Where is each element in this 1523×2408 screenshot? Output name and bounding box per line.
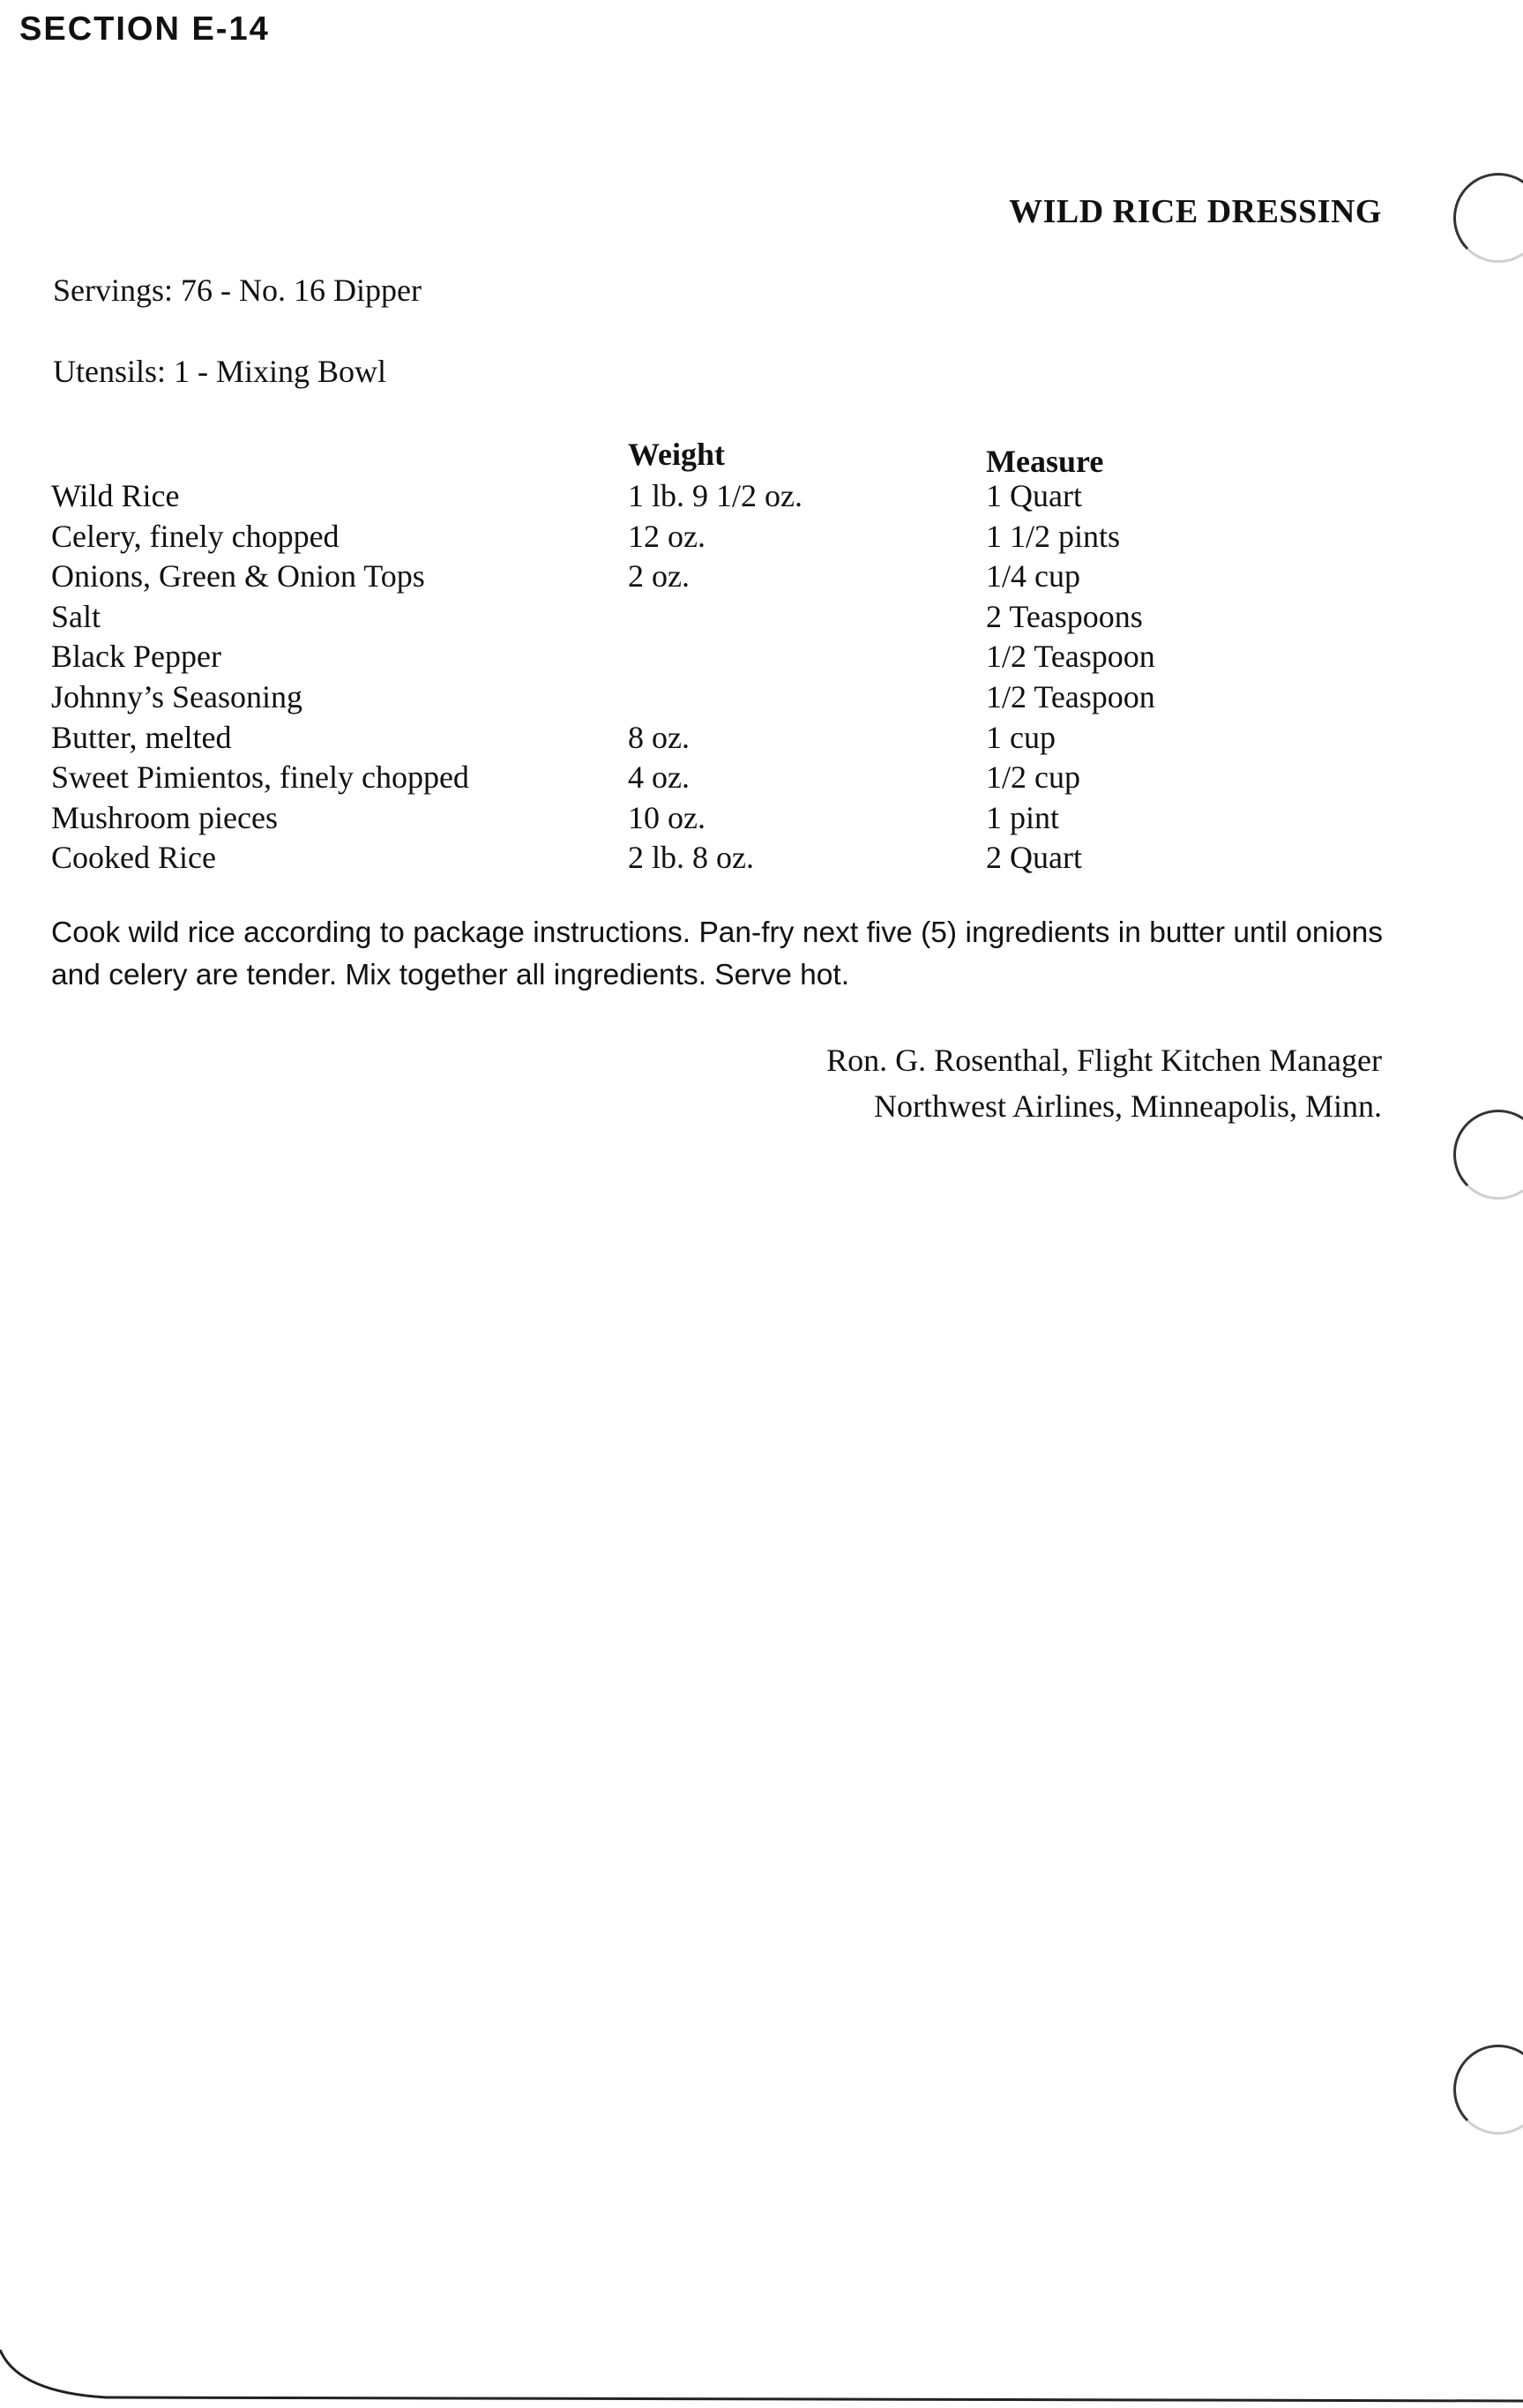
- ingredient-measure: 2 Quart: [986, 840, 1082, 876]
- ingredient-measure: 1 1/2 pints: [986, 518, 1121, 554]
- weight-column-header: Weight: [628, 437, 726, 472]
- ingredient-measure: 1 cup: [986, 719, 1056, 755]
- credit-block: [826, 1037, 1382, 1129]
- ingredient-name: Cooked Rice: [51, 840, 216, 876]
- ingredient-name: Black Pepper: [51, 639, 221, 675]
- binder-hole-middle: [1453, 1110, 1523, 1200]
- ingredient-name: Mushroom pieces: [51, 799, 278, 835]
- ingredient-row: [51, 677, 1383, 718]
- ingredient-row: [51, 557, 1383, 597]
- ingredient-weight: 2 oz.: [628, 558, 690, 595]
- ingredient-row: [51, 637, 1383, 677]
- ingredient-measure: 1/2 cup: [986, 759, 1080, 796]
- ingredient-name: Onions, Green & Onion Tops: [51, 558, 425, 595]
- utensils-line: Utensils: 1 - Mixing Bowl: [53, 354, 387, 389]
- ingredient-weight: 10 oz.: [628, 799, 706, 835]
- ingredient-weight: 12 oz.: [628, 518, 706, 554]
- ingredient-row: [51, 476, 1383, 517]
- ingredient-row: [51, 597, 1383, 638]
- servings-line: Servings: 76 - No. 16 Dipper: [53, 273, 422, 308]
- ingredient-measure: 1 Quart: [986, 478, 1082, 513]
- instructions-paragraph: Cook wild rice according to package instructions. Pan-fry next five (5) ingredients in butter until onions and celery are tender. Mix together all ingredients. Serve hot.: [51, 916, 1383, 991]
- ingredient-measure: 1/4 cup: [986, 558, 1080, 595]
- ingredient-name: Salt: [51, 598, 101, 634]
- ingredient-weight: 1 lb. 9 1/2 oz.: [628, 478, 803, 513]
- ingredient-measure: 2 Teaspoons: [986, 598, 1143, 634]
- credit-line-1: Ron. G. Rosenthal, Flight Kitchen Manager: [826, 1043, 1382, 1078]
- ingredient-name: Sweet Pimientos, finely chopped: [51, 759, 469, 796]
- ingredient-row: [51, 838, 1383, 879]
- page-bottom-edge: [0, 2346, 1523, 2408]
- ingredient-name: Celery, finely chopped: [51, 518, 340, 554]
- ingredient-weight: 2 lb. 8 oz.: [628, 840, 754, 876]
- ingredient-weight: 8 oz.: [628, 719, 690, 755]
- binder-hole-bottom: [1453, 2045, 1523, 2135]
- ingredient-row: [51, 798, 1383, 839]
- credit-line-2: Northwest Airlines, Minneapolis, Minn.: [874, 1088, 1382, 1124]
- measure-column-header: Measure: [986, 444, 1104, 479]
- binder-hole-top: [1453, 173, 1523, 263]
- ingredients-table: [51, 436, 1383, 879]
- ingredient-row: [51, 718, 1383, 759]
- ingredient-name: Butter, melted: [51, 719, 232, 755]
- ingredient-row: [51, 758, 1383, 798]
- ingredient-name: Johnny’s Seasoning: [51, 678, 303, 714]
- section-header: SECTION E-14: [19, 11, 270, 48]
- ingredients-header: [51, 436, 1383, 479]
- ingredient-name: Wild Rice: [51, 478, 180, 513]
- ingredient-measure: 1/2 Teaspoon: [986, 639, 1155, 675]
- recipe-title: WILD RICE DRESSING: [1009, 193, 1382, 230]
- ingredient-measure: 1/2 Teaspoon: [986, 678, 1155, 714]
- ingredient-weight: 4 oz.: [628, 759, 690, 796]
- ingredient-row: [51, 517, 1383, 557]
- ingredient-measure: 1 pint: [986, 799, 1060, 835]
